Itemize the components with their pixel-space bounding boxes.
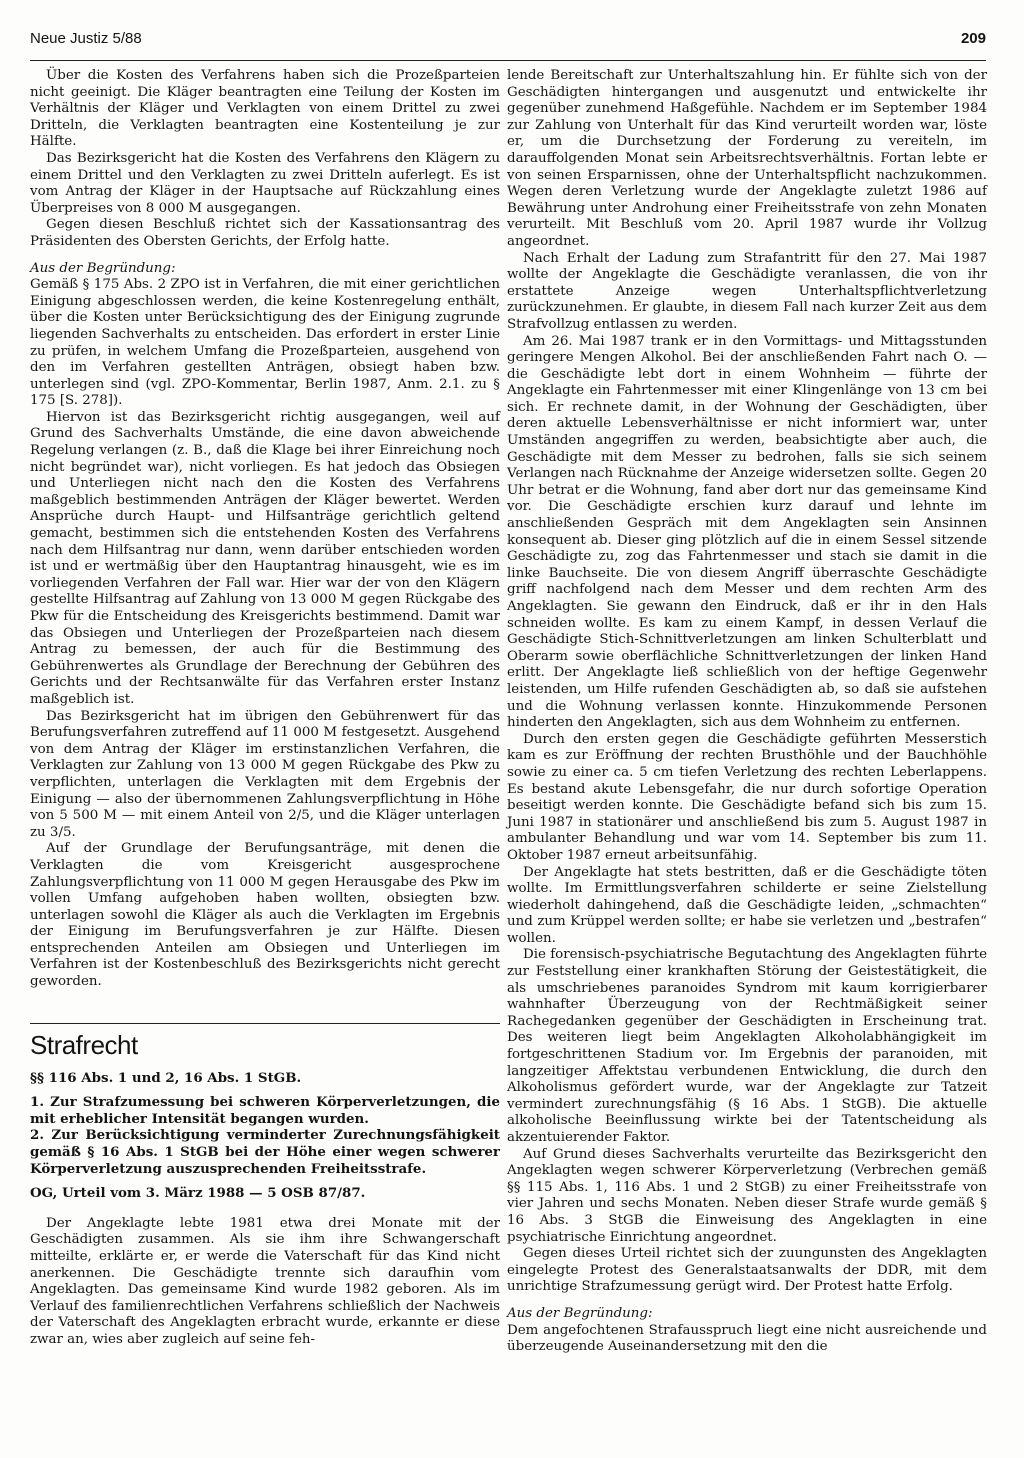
subheading: Aus der Begründung: <box>30 260 176 276</box>
journal-title: Neue Justiz 5/88 <box>30 30 142 47</box>
headnote-2: 2. Zur Berücksichtigung verminderter Zurechnungsfähigkeit gemäß § 16 Abs. 1 StGB bei der Höhe einer wegen schwerer Körperverletzung auszusprechenden Freiheitsstrafe. <box>30 1127 500 1177</box>
case-citation: OG, Urteil vom 3. März 1988 — 5 OSB 87/87. <box>30 1185 366 1202</box>
subheading: Aus der Begründung: <box>507 1305 653 1321</box>
paragraph: Dem angefochtenen Strafausspruch liegt eine nicht ausreichende und überzeugende Auseinandersetzung mit den die <box>507 1322 987 1355</box>
paragraph: Das Bezirksgericht hat im übrigen den Gebührenwert für das Berufungsverfahren zutreffend auf 11 000 M festgesetzt. Ausgehend von dem Antrag der Kläger im erstinstanzlichen Verfahren, die Verklagten zur Zahlung von 13 000 M gegen Rückgabe des Pkw zu verpflichten, unterlagen die Verklagten mit dem Ergebnis der Einigung — also der übernommenen Zahlungsverpflichtung in Höhe von 5 500 M — mit einem Anteil von 2/5, und die Kläger unterlagen zu 3/5. <box>30 708 500 840</box>
paragraph: Die forensisch-psychiatrische Begutachtung des Angeklagten führte zur Feststellung einer krankhaften Störung der Geistestätigkeit, die als umschriebenes paranoides Syndrom mit kaum korrigierbarer wahnhafter Überzeugung von der Rechtmäßigkeit seiner Rachegedanken gegenüber der Geschädigten in Erscheinung trat. Des weiteren liegt beim Angeklagten Alkoholabhängigkeit im fortgeschrittenen Stadium vor. Im Ergebnis der paranoiden, mit langzeitiger Affektstau verbundenen Entwicklung, die durch den Alkoholismus gefördert wurde, war der Angeklagte zur Tatzeit vermindert zurechnungsfähig (§ 16 Abs. 1 StGB). Die aktuelle alkoholische Beeinflussung wirkte bei der Tatentscheidung als akzentuierender Faktor. <box>507 947 987 1145</box>
paragraph: Gegen diesen Beschluß richtet sich der Kassationsantrag des Präsidenten des Obersten Gerichts, der Erfolg hatte. <box>30 217 500 249</box>
left-column <box>30 68 500 1349</box>
right-column <box>507 68 987 1356</box>
paragraph: Über die Kosten des Verfahrens haben sich die Prozeßparteien nicht geeinigt. Die Kläger beantragten eine Teilung der Kosten im Verhältnis der Kläger und Verklagten von einem Drittel zu zwei Dritteln, die Verklagten beantragten eine Kostenteilung je zur Hälfte. <box>30 68 500 150</box>
paragraph: Der Angeklagte lebte 1981 etwa drei Monate mit der Geschädigten zusammen. Als sie ihm ihre Schwangerschaft mitteilte, erklärte er, er werde die Vaterschaft für das Kind nicht anerkennen. Die Geschädigte trennte sich daraufhin vom Angeklagten. Das gemeinsame Kind wurde 1982 geboren. Als im Verlauf des familienrechtlichen Verfahrens schließlich der Nachweis der Vaterschaft des Angeklagten erbracht wurde, erkannte er diese zwar an, wies aber zugleich auf seine feh- <box>30 1215 500 1347</box>
paragraph: Gegen dieses Urteil richtet sich der zuungunsten des Angeklagten eingelegte Protest des Generalstaatsanwalts der DDR, mit dem unrichtige Strafzumessung gerügt wird. Der Protest hatte Erfolg. <box>507 1246 987 1295</box>
paragraph: Gemäß § 175 Abs. 2 ZPO ist in Verfahren, die mit einer gerichtlichen Einigung abgeschlossen werden, die keine Kostenregelung enthält, über die Kosten unter Berücksichtigung des der Einigung zugrunde liegenden Sachverhalts zu entscheiden. Das erfordert in erster Linie zu prüfen, in welchem Umfang die Prozeßparteien, ausgehend von den im Verfahren gestellten Anträgen, obsiegt haben bzw. unterlegen sind (vgl. ZPO-Kommentar, Berlin 1987, Anm. 2.1. zu § 175 [S. 278]). <box>30 277 500 409</box>
paragraph: lende Bereitschaft zur Unterhaltszahlung hin. Er fühlte sich von der Geschädigten hintergangen und ausgenutzt und entwickelte ihr gegenüber zunehmend Haßgefühle. Nachdem er im September 1984 zur Zahlung von Unterhalt für das Kind verurteilt worden war, löste er, um die Durchsetzung der Forderung zu vereiteln, im darauffolgenden Monat sein Arbeitsrechtsverhältnis. Fortan lebte er von seinen Ersparnissen, ohne der Unterhaltspflicht nachzukommen. Wegen deren Verletzung wurde der Angeklagte zuletzt 1986 auf Bewährung unter Androhung einer Freiheitsstrafe von zehn Monaten verurteilt. Mit Beschluß vom 20. April 1987 wurde ihr Vollzug angeordnet. <box>507 68 987 249</box>
paragraph: Durch den ersten gegen die Geschädigte geführten Messerstich kam es zur Eröffnung der rechten Brusthöhle und der Bauchhöhle sowie zu einer ca. 5 cm tiefen Verletzung des rechten Leberlappens. Es bestand akute Lebensgefahr, die nur durch sofortige Operation beseitigt werden konnte. Die Geschädigte befand sich bis zum 15. Juni 1987 in stationärer und anschließend bis zum 5. August 1987 in ambulanter Behandlung und war vom 14. September bis zum 11. Oktober 1987 erneut arbeitsunfähig. <box>507 731 987 863</box>
paragraph: Am 26. Mai 1987 trank er in den Vormittags- und Mittagsstunden geringere Mengen Alkohol. Bei der anschließenden Fahrt nach O. — die Geschädigte lebt dort in einem Wohnheim — führte der Angeklagte ein Fahrtenmesser mit einer Klingenlänge von 13 cm bei sich. Er rechnete damit, in der Wohnung der Geschädigten, über deren aktuelle Lebensverhältnisse er nicht informiert war, unter Umständen angegriffen zu werden, beabsichtigte aber auch, die Geschädigte mit dem Messer zu bedrohen, falls sie sich seinem Verlangen nach Rücknahme der Anzeige widersetzen sollte. Gegen 20 Uhr betrat er die Wohnung, fand aber dort nur das gemeinsame Kind vor. Die Geschädigte erschien kurz darauf und lehnte im anschließenden Gespräch mit dem Angeklagten sein Ansinnen konsequent ab. Dieser ging plötzlich auf die in einem Sessel sitzende Geschädigte zu, zog das Fahrtenmesser und stach sie damit in die linke Bauchseite. Die von diesem Angriff überraschte Geschädigte griff nachfolgend nach dem Messer und dem rechten Arm des Angeklagten. Sie gewann den Eindruck, daß er ihr in den Hals schneiden wollte. Es kam zu einem Kampf, in dessen Verlauf die Geschädigte Stich-Schnittverletzungen am linken Schulterblatt und Oberarm sowie oberflächliche Schnittverletzungen der linken Hand erlitt. Der Angeklagte ließ schließlich von der heftige Gegenwehr leistenden, um Hilfe rufenden Geschädigten ab, so daß sie aufstehen und die Wohnung verlassen konnte. Hinzukommende Personen hinderten den Angeklagten, sich aus dem Wohnheim zu entfernen. <box>507 333 987 731</box>
headnote-1: 1. Zur Strafzumessung bei schweren Körperverletzungen, die mit erheblicher Intensität begangen wurden. <box>30 1094 500 1127</box>
paragraph: Auf Grund dieses Sachverhalts verurteilte das Bezirksgericht den Angeklagten wegen schwerer Körperverletzung (Verbrechen gemäß §§ 115 Abs. 1, 116 Abs. 1 und 2 StGB) zu einer Freiheitsstrafe von vier Jahren und sechs Monaten. Neben dieser Strafe wurde gemäß § 16 Abs. 3 StGB die Einweisung des Angeklagten in eine psychiatrische Einrichtung angeordnet. <box>507 1146 987 1245</box>
paragraph: Der Angeklagte hat stets bestritten, daß er die Geschädigte töten wollte. Im Ermittlungsverfahren schilderte er seine Zielstellung wiederholt dahingehend, daß die Geschädigte leiden, „schmachten“ und zum Krüppel werden sollte; er habe sie verletzen und „bestrafen“ wollen. <box>507 864 987 946</box>
page-header <box>30 24 986 61</box>
paragraph: Hiervon ist das Bezirksgericht richtig ausgegangen, weil auf Grund des Sachverhalts Umstände, die eine davon abweichende Regelung verlangen (z. B., daß die Klage bei ihrer Einreichung noch nicht begründet war), nicht vorliegen. Es hat jedoch das Obsiegen und Unterliegen nicht nach den die Kosten des Verfahrens maßgeblich bestimmenden Anträgen der Kläger bewertet. Werden Ansprüche durch Haupt- und Hilfsanträge gerichtlich geltend gemacht, bestimmen sich die entstehenden Kosten des Verfahrens nach dem Hilfsantrag nur dann, wenn darüber entschieden worden ist und er wertmäßig über den Hauptantrag hinausgeht, wie es im vorliegenden Verfahren der Fall war. Hier war der von den Klägern gestellte Hilfsantrag auf Zahlung von 13 000 M gegen Rückgabe des Pkw für die Entscheidung des Kreisgerichts bestimmend. Damit war das Obsiegen und Unterliegen der Prozeßparteien nach diesem Antrag zu bemessen, der auch für die Bestimmung des Gebührenwertes als Grundlage der Berechnung der Gebühren des Gerichts und der Rechtsanwälte für das Verfahren erster Instanz maßgeblich ist. <box>30 409 500 707</box>
paragraph: Auf der Grundlage der Berufungsanträge, mit denen die Verklagten die vom Kreisgericht ausgesprochene Zahlungsverpflichtung von 11 000 M gegen Herausgabe des Pkw im vollen Umfang aufgehoben haben wollten, obsiegten bzw. unterlagen sowohl die Kläger als auch die Verklagten im Ergebnis der Einigung im Berufungsverfahren je zur Hälfte. Diesen entsprechenden Anteilen am Obsiegen und Unterliegen im Verfahren ist der Kostenbeschluß des Bezirksgerichts nicht gerecht geworden. <box>30 841 500 990</box>
section-title: Strafrecht <box>30 1029 138 1060</box>
section-header <box>30 1023 500 1060</box>
page-number: 209 <box>960 30 986 47</box>
paragraph: Nach Erhalt der Ladung zum Strafantritt für den 27. Mai 1987 wollte der Angeklagte die Geschädigte veranlassen, die von ihr erstattete Anzeige wegen Unterhaltspflichtverletzung zurückzunehmen. Er glaubte, in diesem Fall nach kurzer Zeit aus dem Strafvollzug entlassen zu werden. <box>507 250 987 332</box>
law-reference: §§ 116 Abs. 1 und 2, 16 Abs. 1 StGB. <box>30 1069 302 1086</box>
paragraph: Das Bezirksgericht hat die Kosten des Verfahrens den Klägern zu einem Drittel und den Verklagten zu zwei Dritteln auferlegt. Es ist vom Antrag der Kläger in der Hauptsache auf Rückzahlung eines Überpreises von 8 000 M ausgegangen. <box>30 150 500 216</box>
